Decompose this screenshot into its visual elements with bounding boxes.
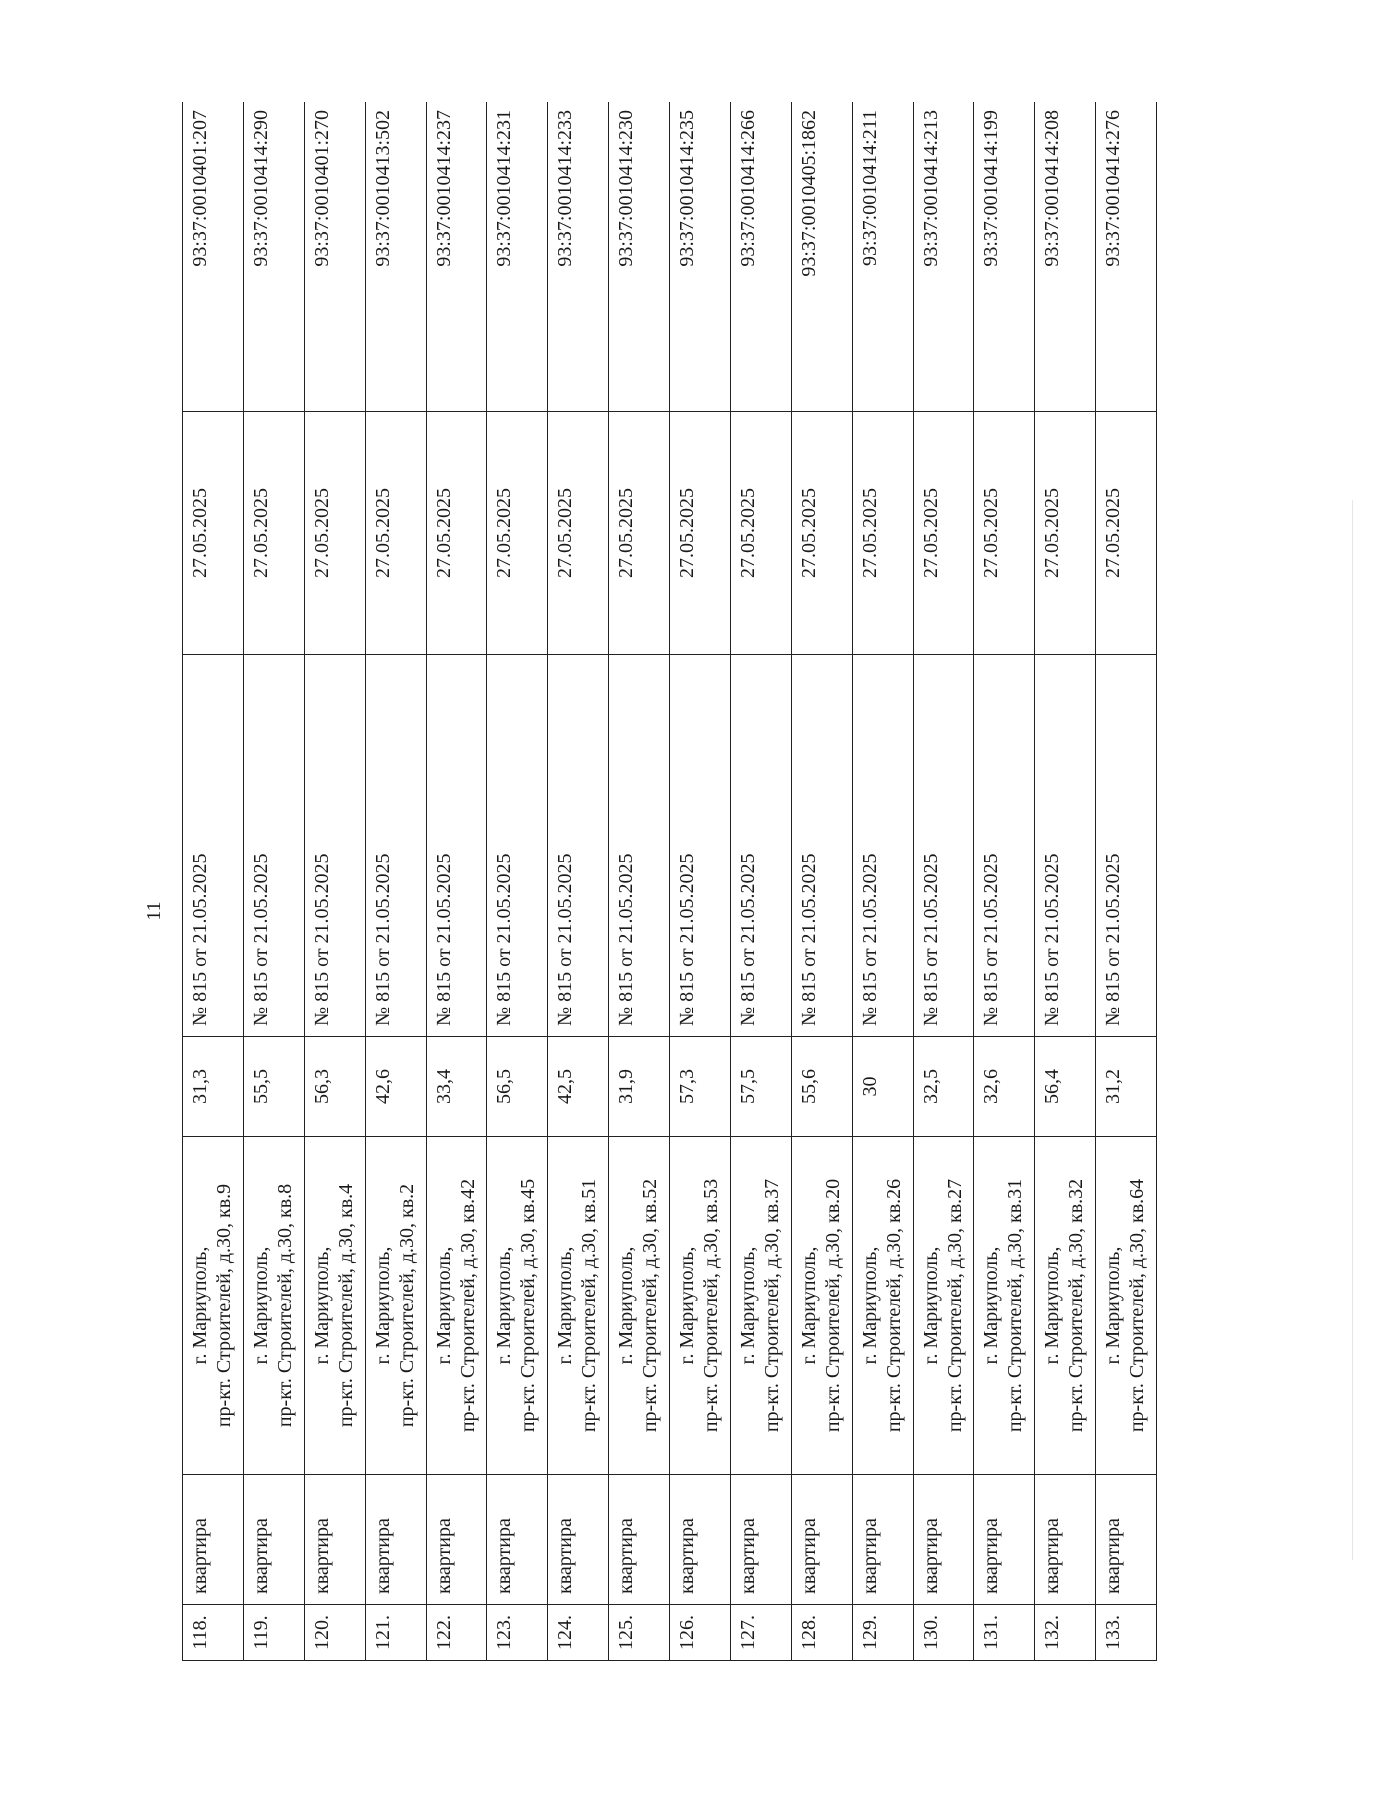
- order-cell: № 815 от 21.05.2025: [730, 655, 791, 1037]
- area-cell: 57,5: [730, 1037, 791, 1137]
- address-city: г. Мариуполь,: [554, 1246, 577, 1365]
- order-cell: № 815 от 21.05.2025: [426, 655, 487, 1037]
- address-city: г. Мариуполь,: [189, 1246, 211, 1365]
- table-row: [852, 102, 913, 1661]
- object-type-cell: квартира: [365, 1475, 426, 1605]
- address-city: г. Мариуполь,: [919, 1246, 942, 1365]
- cadastral-number-cell: 93:37:0010405:1862: [791, 102, 852, 412]
- table-row: [670, 102, 731, 1661]
- address-city: г. Мариуполь,: [1102, 1246, 1125, 1365]
- row-number-cell: 121.: [365, 1605, 426, 1661]
- row-number-cell: 118.: [183, 1605, 244, 1661]
- object-type-cell: квартира: [913, 1475, 974, 1605]
- area-cell: 32,5: [913, 1037, 974, 1137]
- address-cell: [365, 1137, 426, 1475]
- table-container: [182, 102, 1157, 1661]
- address-street: пр-кт. Строителей, д.30, кв.52: [639, 1178, 662, 1433]
- address-cell: [670, 1137, 731, 1475]
- area-cell: 56,5: [487, 1037, 548, 1137]
- rotated-table-frame: [182, 102, 1157, 1661]
- order-cell: № 815 от 21.05.2025: [243, 655, 304, 1037]
- address-street: пр-кт. Строителей, д.30, кв.20: [821, 1178, 844, 1433]
- address-cell: [487, 1137, 548, 1475]
- area-cell: 31,3: [183, 1037, 244, 1137]
- address-cell: [913, 1137, 974, 1475]
- address-street: пр-кт. Строителей, д.30, кв.31: [1004, 1178, 1027, 1433]
- cadastral-number-cell: 93:37:0010414:237: [426, 102, 487, 412]
- address-street: пр-кт. Строителей, д.30, кв.37: [760, 1178, 783, 1433]
- address-city: г. Мариуполь,: [797, 1246, 820, 1365]
- date-cell: 27.05.2025: [487, 412, 548, 655]
- order-cell: № 815 от 21.05.2025: [304, 655, 365, 1037]
- row-number-cell: 125.: [609, 1605, 670, 1661]
- area-cell: 31,9: [609, 1037, 670, 1137]
- cadastral-number-cell: 93:37:0010414:290: [243, 102, 304, 412]
- cadastral-number-cell: 93:37:0010414:233: [548, 102, 609, 412]
- date-cell: 27.05.2025: [791, 412, 852, 655]
- date-cell: 27.05.2025: [1096, 412, 1157, 655]
- address-street: пр-кт. Строителей, д.30, кв.51: [578, 1178, 601, 1433]
- address-cell: [974, 1137, 1035, 1475]
- address-cell: [183, 1137, 244, 1475]
- object-type-cell: квартира: [609, 1475, 670, 1605]
- cadastral-number-cell: 93:37:0010401:270: [304, 102, 365, 412]
- area-cell: 42,5: [548, 1037, 609, 1137]
- address-city: г. Мариуполь,: [858, 1246, 881, 1365]
- order-cell: № 815 от 21.05.2025: [974, 655, 1035, 1037]
- address-city: г. Мариуполь,: [310, 1246, 333, 1365]
- order-cell: № 815 от 21.05.2025: [183, 655, 244, 1037]
- date-cell: 27.05.2025: [365, 412, 426, 655]
- row-number-cell: 122.: [426, 1605, 487, 1661]
- object-type-cell: квартира: [548, 1475, 609, 1605]
- order-cell: № 815 от 21.05.2025: [1096, 655, 1157, 1037]
- address-city: г. Мариуполь,: [493, 1246, 516, 1365]
- table-row: [183, 102, 244, 1661]
- cadastral-number-cell: 93:37:0010414:211: [852, 102, 913, 412]
- order-cell: № 815 от 21.05.2025: [487, 655, 548, 1037]
- order-cell: № 815 от 21.05.2025: [913, 655, 974, 1037]
- address-city: г. Мариуполь,: [615, 1246, 638, 1365]
- cadastral-number-cell: 93:37:0010414:208: [1035, 102, 1096, 412]
- address-street: пр-кт. Строителей, д.30, кв.42: [456, 1178, 479, 1433]
- object-type-cell: квартира: [243, 1475, 304, 1605]
- object-type-cell: квартира: [183, 1475, 244, 1605]
- table-row: [730, 102, 791, 1661]
- address-street: пр-кт. Строителей, д.30, кв.27: [943, 1178, 966, 1433]
- date-cell: 27.05.2025: [913, 412, 974, 655]
- table-row: [791, 102, 852, 1661]
- address-city: г. Мариуполь,: [371, 1246, 394, 1365]
- address-cell: [609, 1137, 670, 1475]
- address-cell: [730, 1137, 791, 1475]
- area-cell: 55,6: [791, 1037, 852, 1137]
- address-cell: [548, 1137, 609, 1475]
- address-cell: [852, 1137, 913, 1475]
- cadastral-number-cell: 93:37:0010414:199: [974, 102, 1035, 412]
- object-type-cell: квартира: [852, 1475, 913, 1605]
- address-cell: [304, 1137, 365, 1475]
- area-cell: 57,3: [670, 1037, 731, 1137]
- table-row: [1096, 102, 1157, 1661]
- area-cell: 31,2: [1096, 1037, 1157, 1137]
- order-cell: № 815 от 21.05.2025: [791, 655, 852, 1037]
- scan-edge-line: [1352, 500, 1353, 1560]
- table-row: [426, 102, 487, 1661]
- address-street: пр-кт. Строителей, д.30, кв.4: [334, 1183, 357, 1428]
- date-cell: 27.05.2025: [426, 412, 487, 655]
- address-city: г. Мариуполь,: [980, 1246, 1003, 1365]
- object-type-cell: квартира: [1035, 1475, 1096, 1605]
- row-number-cell: 132.: [1035, 1605, 1096, 1661]
- object-type-cell: квартира: [426, 1475, 487, 1605]
- table-row: [548, 102, 609, 1661]
- table-row: [974, 102, 1035, 1661]
- order-cell: № 815 от 21.05.2025: [852, 655, 913, 1037]
- date-cell: 27.05.2025: [730, 412, 791, 655]
- address-cell: [243, 1137, 304, 1475]
- object-type-cell: квартира: [730, 1475, 791, 1605]
- date-cell: 27.05.2025: [670, 412, 731, 655]
- area-cell: 56,4: [1035, 1037, 1096, 1137]
- date-cell: 27.05.2025: [1035, 412, 1096, 655]
- cadastral-number-cell: 93:37:0010414:231: [487, 102, 548, 412]
- row-number-cell: 128.: [791, 1605, 852, 1661]
- address-city: г. Мариуполь,: [736, 1246, 759, 1365]
- area-cell: 33,4: [426, 1037, 487, 1137]
- cadastral-number-cell: 93:37:0010414:230: [609, 102, 670, 412]
- order-cell: № 815 от 21.05.2025: [1035, 655, 1096, 1037]
- address-street: пр-кт. Строителей, д.30, кв.32: [1065, 1178, 1088, 1433]
- address-street: пр-кт. Строителей, д.30, кв.45: [517, 1178, 540, 1433]
- cadastral-number-cell: 93:37:0010414:213: [913, 102, 974, 412]
- table-row: [243, 102, 304, 1661]
- address-city: г. Мариуполь,: [1041, 1246, 1064, 1365]
- object-type-cell: квартира: [1096, 1475, 1157, 1605]
- order-cell: № 815 от 21.05.2025: [609, 655, 670, 1037]
- table-row: [304, 102, 365, 1661]
- order-cell: № 815 от 21.05.2025: [365, 655, 426, 1037]
- date-cell: 27.05.2025: [304, 412, 365, 655]
- address-cell: [1096, 1137, 1157, 1475]
- address-street: пр-кт. Строителей, д.30, кв.8: [273, 1183, 296, 1428]
- cadastral-number-cell: 93:37:0010414:266: [730, 102, 791, 412]
- address-city: г. Мариуполь,: [676, 1246, 698, 1365]
- date-cell: 27.05.2025: [852, 412, 913, 655]
- property-table: [182, 102, 1157, 1661]
- date-cell: 27.05.2025: [183, 412, 244, 655]
- object-type-cell: квартира: [791, 1475, 852, 1605]
- address-street: пр-кт. Строителей, д.30, кв.9: [213, 1183, 235, 1428]
- object-type-cell: квартира: [304, 1475, 365, 1605]
- row-number-cell: 124.: [548, 1605, 609, 1661]
- date-cell: 27.05.2025: [548, 412, 609, 655]
- address-street: пр-кт. Строителей, д.30, кв.64: [1126, 1178, 1149, 1433]
- cadastral-number-cell: 93:37:0010414:276: [1096, 102, 1157, 412]
- table-body: [183, 102, 1157, 1661]
- order-cell: № 815 от 21.05.2025: [548, 655, 609, 1037]
- object-type-cell: квартира: [487, 1475, 548, 1605]
- row-number-cell: 127.: [730, 1605, 791, 1661]
- row-number-cell: 120.: [304, 1605, 365, 1661]
- object-type-cell: квартира: [974, 1475, 1035, 1605]
- object-type-cell: квартира: [670, 1475, 731, 1605]
- cadastral-number-cell: 93:37:0010414:235: [670, 102, 731, 412]
- row-number-cell: 131.: [974, 1605, 1035, 1661]
- date-cell: 27.05.2025: [243, 412, 304, 655]
- cadastral-number-cell: 93:37:0010413:502: [365, 102, 426, 412]
- row-number-cell: 126.: [670, 1605, 731, 1661]
- area-cell: 32,6: [974, 1037, 1035, 1137]
- address-street: пр-кт. Строителей, д.30, кв.2: [395, 1183, 418, 1428]
- address-cell: [791, 1137, 852, 1475]
- order-cell: № 815 от 21.05.2025: [670, 655, 731, 1037]
- address-city: г. Мариуполь,: [432, 1246, 455, 1365]
- table-row: [487, 102, 548, 1661]
- address-cell: [1035, 1137, 1096, 1475]
- row-number-cell: 130.: [913, 1605, 974, 1661]
- table-row: [365, 102, 426, 1661]
- area-cell: 42,6: [365, 1037, 426, 1137]
- cadastral-number-cell: 93:37:0010401:207: [183, 102, 244, 412]
- address-cell: [426, 1137, 487, 1475]
- table-row: [609, 102, 670, 1661]
- address-street: пр-кт. Строителей, д.30, кв.53: [700, 1178, 722, 1433]
- area-cell: 56,3: [304, 1037, 365, 1137]
- row-number-cell: 133.: [1096, 1605, 1157, 1661]
- row-number-cell: 119.: [243, 1605, 304, 1661]
- page-number: 11: [143, 901, 165, 921]
- address-street: пр-кт. Строителей, д.30, кв.26: [882, 1178, 905, 1433]
- row-number-cell: 123.: [487, 1605, 548, 1661]
- area-cell: 55,5: [243, 1037, 304, 1137]
- address-city: г. Мариуполь,: [249, 1246, 272, 1365]
- date-cell: 27.05.2025: [974, 412, 1035, 655]
- row-number-cell: 129.: [852, 1605, 913, 1661]
- date-cell: 27.05.2025: [609, 412, 670, 655]
- table-row: [1035, 102, 1096, 1661]
- area-cell: 30: [852, 1037, 913, 1137]
- table-row: [913, 102, 974, 1661]
